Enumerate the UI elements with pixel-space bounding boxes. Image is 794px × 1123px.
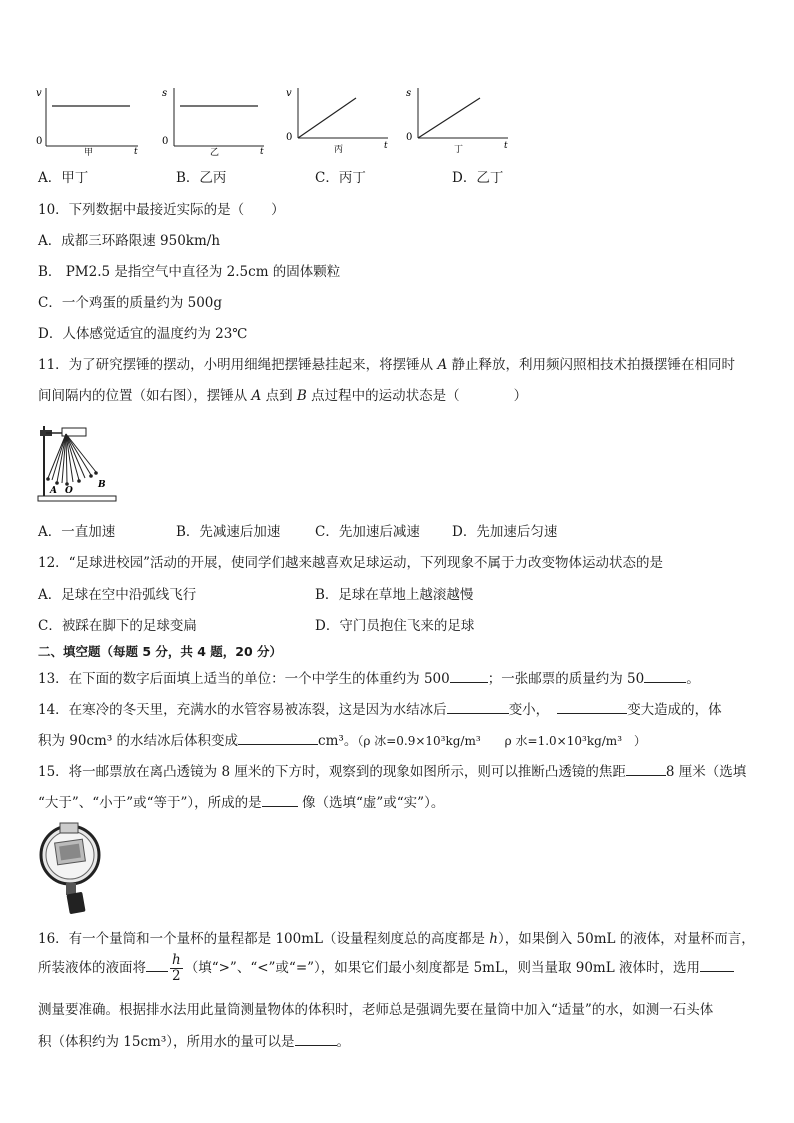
q12-option-a: A．足球在空中沿弧线飞行 <box>38 587 197 603</box>
q10-option-b: B． PM2.5 是指空气中直径为 2.5cm 的固体颗粒 <box>38 264 341 280</box>
point-a: A <box>437 357 448 373</box>
q11-stem-line2: 间间隔内的位置（如右图），摆锤从 A 点到 B 点过程中的运动状态是（ ） <box>38 388 528 404</box>
q11-option-b: B．先减速后加速 <box>176 524 281 540</box>
q10-option-c: C．一个鸡蛋的质量约为 500g <box>38 295 223 311</box>
q9-option-d: D．乙丁 <box>452 170 504 186</box>
graph-jia-caption: 甲 <box>84 148 94 156</box>
graph-yi-ylabel: s <box>162 88 168 99</box>
q14-blank-3[interactable] <box>238 730 318 745</box>
q10-option-a: A．成都三环路限速 950km/h <box>38 233 221 249</box>
q14-line2: 积为 90cm³ 的水结冰后体积变成 cm³。（ρ 冰=0.9×10³kg/m³ ρ 水=1.0×10³kg/m³ ） <box>38 729 646 749</box>
q11-option-a: A．一直加速 <box>38 524 116 540</box>
graph-ding-xlabel: t <box>504 141 508 151</box>
q11-option-c: C．先加速后减速 <box>315 524 420 540</box>
graph-bing-xlabel: t <box>384 141 388 151</box>
graph-yi-caption: 乙 <box>210 148 220 156</box>
q14-blank-2[interactable] <box>557 699 627 714</box>
q16-line1: 16．有一个量筒和一个量杯的量程都是 100mL（设量程刻度总的高度都是 h），如果倒入 50mL 的液体，对量杯而言， <box>38 931 755 947</box>
pendulum-figure <box>36 422 120 504</box>
graph-bing-origin: 0 <box>286 132 293 143</box>
magnifier-figure <box>36 817 106 919</box>
section-2-title: 二、填空题（每题 5 分，共 4 题，20 分） <box>38 644 283 659</box>
q9-option-b: B．乙丙 <box>176 170 227 186</box>
q15-line1: 15．将一邮票放在离凸透镜为 8 厘米的下方时，观察到的现象如图所示，则可以推断凸透镜的焦距 8 厘米（选填 <box>38 760 746 780</box>
graph-yi-xlabel: t <box>260 147 264 156</box>
q12-option-c: C．被踩在脚下的足球变扁 <box>38 618 197 634</box>
q16-blank-3[interactable] <box>295 1031 337 1046</box>
q16-blank-1[interactable] <box>146 957 168 972</box>
q16-line4: 积（体积约为 15cm³），所用水的量可以是 。 <box>38 1030 350 1050</box>
q16-blank-2[interactable] <box>700 957 734 972</box>
graph-yi-origin: 0 <box>162 136 169 147</box>
q11-stem-line1: 11．为了研究摆锤的摆动，小明用细绳把摆锤悬挂起来，将摆锤从 A 静止释放，利用频闪照相技术拍摄摆锤在相同时 <box>38 357 736 373</box>
q15-blank-1[interactable] <box>626 761 666 776</box>
q10-option-d: D．人体感觉适宜的温度约为 23℃ <box>38 326 248 342</box>
q12-option-b: B．足球在草地上越滚越慢 <box>315 587 474 603</box>
fraction-h-over-2: $\frac{h}{2}$ <box>172 952 181 984</box>
q14-line1: 14．在寒冷的冬天里，充满水的水管容易被冻裂，这是因为水结冰后 变小， 变大造成的，体 <box>38 698 722 718</box>
q15-line2: “大于”、“小于”或“等于”），所成的是 像（选填“虚”或“实”）。 <box>38 791 444 811</box>
q15-blank-2[interactable] <box>262 792 298 807</box>
graph-ding <box>402 84 514 156</box>
graph-bing <box>282 84 394 156</box>
graph-bing-ylabel: v <box>286 88 292 99</box>
graph-ding-caption: 丁 <box>454 145 464 155</box>
pendulum-label-a: A <box>50 486 57 496</box>
graph-jia-ylabel: v <box>36 88 42 99</box>
q9-option-a: A．甲丁 <box>38 170 89 186</box>
q14-blank-1[interactable] <box>447 699 509 714</box>
graph-yi <box>158 84 270 156</box>
pendulum-label-o: O <box>65 486 73 496</box>
q10-stem: 10．下列数据中最接近实际的是（ ） <box>38 202 285 218</box>
pendulum-label-b: B <box>98 480 106 490</box>
graph-jia-xlabel: t <box>134 147 138 156</box>
graph-bing-caption: 丙 <box>334 145 344 155</box>
q13: 13．在下面的数字后面填上适当的单位：一个中学生的体重约为 500 ；一张邮票的质量约为 50 。 <box>38 667 700 687</box>
graph-ding-origin: 0 <box>406 132 413 143</box>
graph-jia-origin: 0 <box>36 136 43 147</box>
q12-option-d: D．守门员抱住飞来的足球 <box>315 618 475 634</box>
q11-option-d: D．先加速后匀速 <box>452 524 558 540</box>
q9-option-c: C．丙丁 <box>315 170 366 186</box>
q16-line2: 所装液体的液面将 $\frac{h}{2}$ （填“>”、“<”或“=”），如果它们最小刻度都是 5mL，则当量取 90mL 液体时，选用 <box>38 953 734 984</box>
q12-stem: 12．“足球进校园”活动的开展，使同学们越来越喜欢足球运动，下列现象不属于力改变物体运动状态的是 <box>38 555 663 571</box>
q13-blank-2[interactable] <box>644 668 686 683</box>
q16-line3: 测量要准确。根据排水法用此量筒测量物体的体积时，老师总是强调先要在量筒中加入“适量”的水，如测一石头体 <box>38 1002 714 1018</box>
graph-ding-ylabel: s <box>406 88 412 99</box>
graph-jia <box>32 84 144 156</box>
q13-blank-1[interactable] <box>450 668 488 683</box>
